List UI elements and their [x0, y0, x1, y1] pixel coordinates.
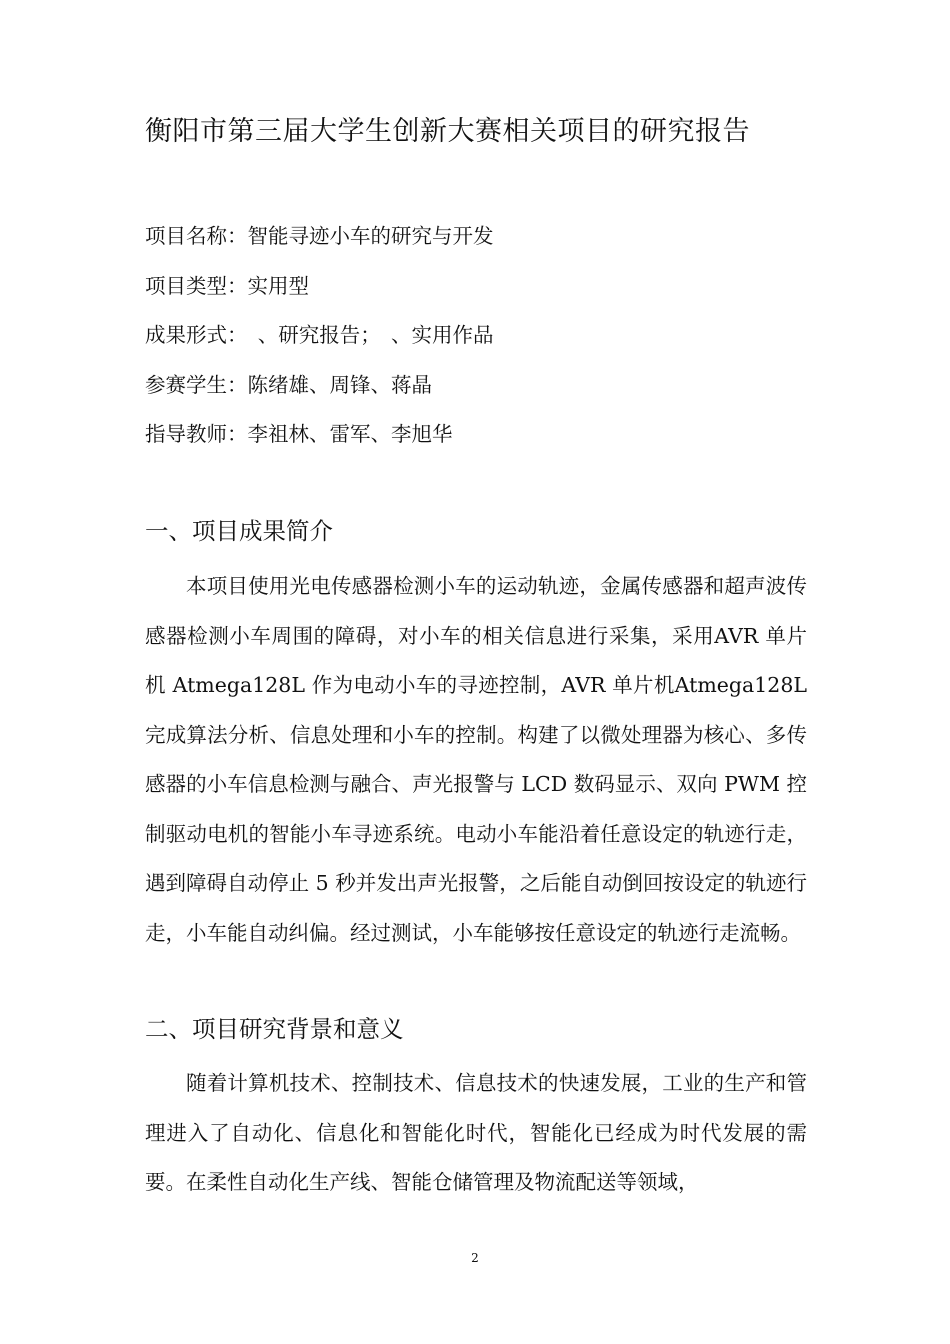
document-title: 衡阳市第三届大学生创新大赛相关项目的研究报告	[145, 116, 750, 147]
result-form-line: 成果形式： 、研究报告； 、实用作品	[145, 323, 494, 347]
project-type-line: 项目类型：实用型	[145, 273, 309, 298]
section-paragraph-summary: 本项目使用光电传感器检测小车的运动轨迹，金属传感器和超声波传感器检测小车周围的障碍，对小车的相关信息进行采集，采用AVR 单片机 Atmega128L 作为电动小车的寻迹控制，AVR 单片机Atmega128L 完成算法分析、信息处理和小车的控制。构建了以微处理器为核心、多传感器的小车信息检测与融合、声光报警与 LCD 数码显示、双向 PWM 控制驱动电机的智能小车寻迹系统。电动小车能沿着任意设定的轨迹行走，遇到障碍自动停止 5 秒并发出声光报警，之后能自动倒回按设定的轨迹行走，小车能自动纠偏。经过测试，小车能够按任意设定的轨迹行走流畅。	[145, 574, 807, 945]
section-heading-background: 二、项目研究背景和意义	[145, 1015, 404, 1043]
page-number: 2	[471, 1251, 479, 1265]
students-line: 参赛学生：陈绪雄、周锋、蒋晶	[145, 372, 432, 397]
section-paragraph-background: 随着计算机技术、控制技术、信息技术的快速发展，工业的生产和管理进入了自动化、信息化和智能化时代，智能化已经成为时代发展的需要。在柔性自动化生产线、智能仓储管理及物流配送等领域，	[145, 1071, 807, 1194]
advisors-line: 指导教师：李祖林、雷军、李旭华	[145, 422, 453, 446]
section-heading-summary: 一、项目成果简介	[145, 517, 333, 545]
project-info	[145, 216, 825, 464]
project-name-line: 项目名称：智能寻迹小车的研究与开发	[145, 224, 494, 248]
